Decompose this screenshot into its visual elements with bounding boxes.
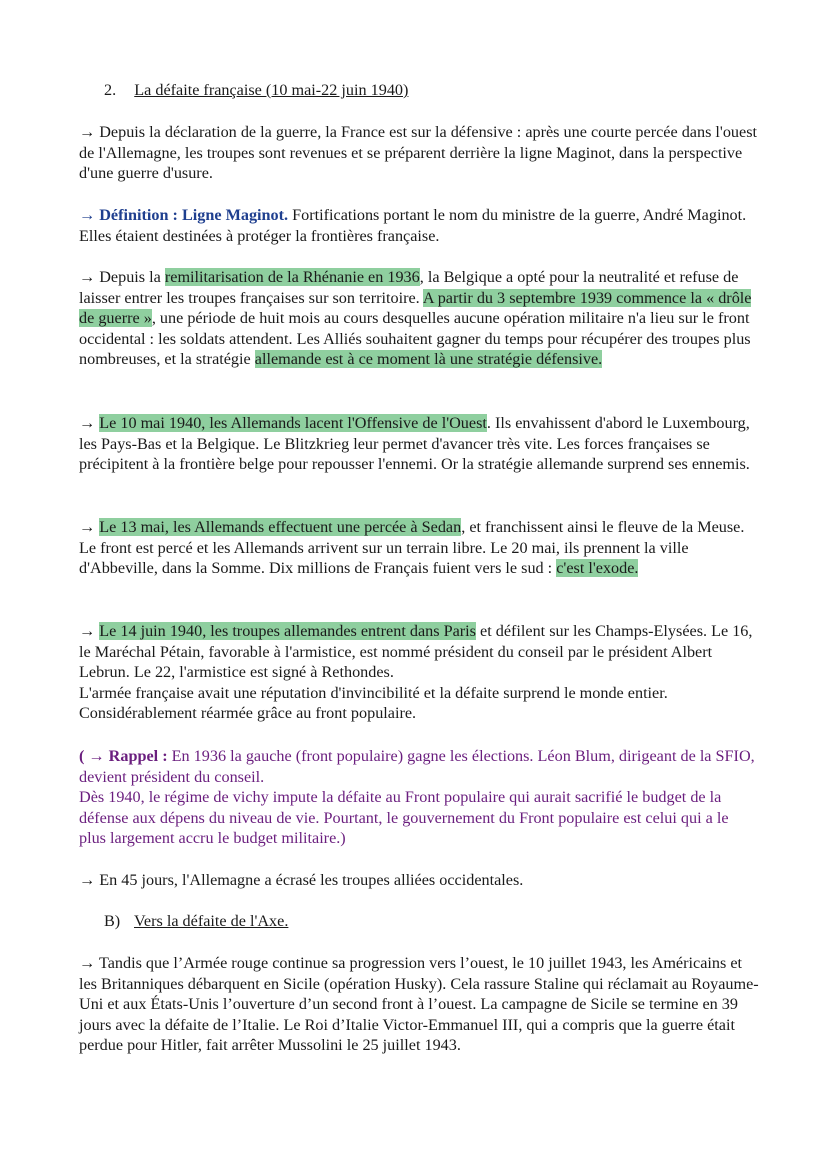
highlight-drole-de-guerre: A partir du 3 septembre 1939 commence la « drôle de guerre » bbox=[79, 288, 752, 328]
text-run: , une période de huit mois au cours desquelles aucune opération militaire n'a lieu sur le front occidental : les soldats attendent. Les Alliés souhaitent gagner du temps pour récupérer des troupes plus nombreuses, et la stratégie bbox=[79, 309, 751, 369]
text-run: . Ils envahissent d'abord le Luxembourg, les Pays-Bas et la Belgique. Le Blitzkrieg leur permet d'avancer très vite. Les forces françaises se précipitent à la frontière belge pour repousser l'ennemi. Or la stratégie allemande surprend ses ennemis. bbox=[79, 414, 750, 474]
section-heading-2 bbox=[104, 80, 408, 101]
paragraph-rhenanie bbox=[79, 267, 759, 370]
highlight-exode: c'est l'exode. bbox=[556, 559, 639, 578]
text-line: L'armée française avait une réputation d'invincibilité et la défaite surprend le monde entier. bbox=[79, 683, 668, 702]
text-run: → Depuis la bbox=[79, 268, 165, 286]
highlight-strategie-defensive: allemande est à ce moment là une stratégie défensive. bbox=[254, 350, 603, 369]
text-line: Considérablement réarmée grâce au front populaire. bbox=[79, 704, 417, 723]
highlight-rhenanie: remilitarisation de la Rhénanie en 1936 bbox=[164, 268, 420, 286]
paragraph-offensive bbox=[79, 413, 759, 475]
paragraph-definition bbox=[79, 205, 759, 246]
section-number: 2. bbox=[104, 81, 117, 99]
definition-text: Fortifications portant le nom du ministre de la guerre, André Maginot. Elles étaient destinées à protéger la frontières française. bbox=[79, 206, 747, 245]
highlight-offensive-ouest: Le 10 mai 1940, les Allemands lacent l'Offensive de l'Ouest bbox=[99, 414, 487, 432]
paragraph-sedan bbox=[79, 517, 759, 579]
rappel-label: ( → Rappel : bbox=[79, 747, 168, 765]
section-number: B) bbox=[104, 912, 121, 930]
paragraph-sicile: → Tandis que l’Armée rouge continue sa progression vers l’ouest, le 10 juillet 1943, les Américains et les Britanniques débarquent en Sicile (opération Husky). Cela rassure Staline qui réclamait au Royaume-Uni et aux États-Unis l’ouverture d’un second front à l’ouest. La campagne de Sicile se termine en 39 jours avec la défaite de l’Italie. Le Roi d’Italie Victor-Emmanuel III, qui a compris que la guerre était perdue pour Hitler, fait arrêter Mussolini le 25 juillet 1943. bbox=[79, 954, 759, 1055]
paragraph-45-jours: → En 45 jours, l'Allemagne a écrasé les troupes alliées occidentales. bbox=[79, 871, 524, 889]
text-run: En 1936 la gauche (front populaire) gagne les élections. Léon Blum, dirigeant de la SFIO, devient président du conseil. bbox=[79, 747, 755, 786]
paragraph-rappel bbox=[79, 746, 759, 849]
highlight-paris: Le 14 juin 1940, les troupes allemandes entrent dans Paris bbox=[99, 622, 476, 640]
section-title: La défaite française (10 mai-22 juin 1940) bbox=[134, 81, 409, 99]
text-run: , et franchissent ainsi le fleuve de la Meuse. Le front est percé et les Allemands arrivent sur un terrain libre. Le 20 mai, ils prennent la ville d'Abbeville, dans la Somme. Dix millions de Français fuient vers le sud : bbox=[79, 518, 745, 578]
text-run: et défilent sur les Champs-Elysées. Le 16, le Maréchal Pétain, favorable à l'armistice, est nommé président du conseil par le président Albert Lebrun. Le 22, l'armistice est signé à Rethondes. bbox=[79, 622, 753, 682]
highlight-sedan: Le 13 mai, les Allemands effectuent une percée à Sedan bbox=[99, 518, 462, 536]
paragraph-paris bbox=[79, 621, 759, 724]
paragraph-defensive: → Depuis la déclaration de la guerre, la France est sur la défensive : après une courte percée dans l'ouest de l'Allemagne, les troupes sont revenues et se préparent derrière la ligne Maginot, dans la perspective d'une guerre d'usure. bbox=[79, 123, 758, 183]
definition-label: → Définition : Ligne Maginot. bbox=[79, 206, 289, 224]
section-heading-b bbox=[104, 911, 288, 932]
text-run: Dès 1940, le régime de vichy impute la défaite au Front populaire qui aurait sacrifié le budget de la défense aux dépens du niveau de vie. Pourtant, le gouvernement du Front populaire est celui qui a le plus largement accru le budget militaire.) bbox=[79, 788, 729, 848]
text-run: → bbox=[79, 622, 100, 640]
text-run: , la Belgique a opté pour la neutralité et refuse de laisser entrer les troupes françaises sur son territoire. bbox=[79, 268, 739, 307]
text-run: → bbox=[79, 414, 100, 432]
text-run: → bbox=[79, 518, 100, 536]
section-title: Vers la défaite de l'Axe. bbox=[134, 912, 289, 930]
